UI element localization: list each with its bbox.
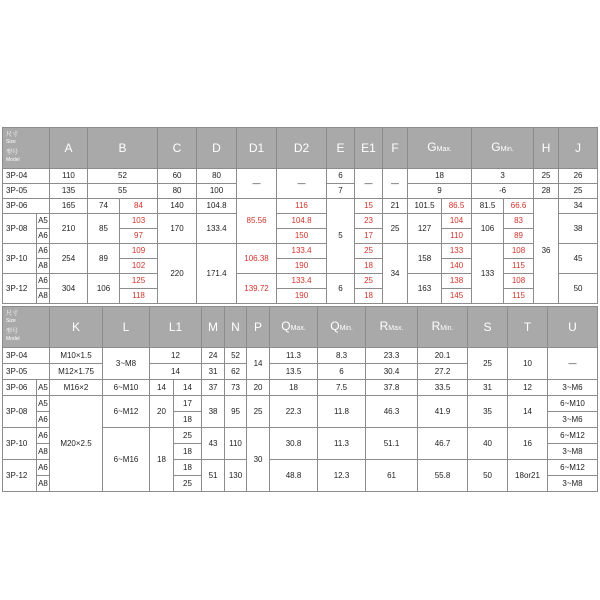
cell-b2: 109 [120, 244, 158, 259]
cell-f-dash: — [383, 169, 408, 199]
cell-p: 20 [247, 380, 270, 396]
model-cell: 3P-10 [3, 244, 37, 274]
cell-g-max-b: 104 [442, 214, 472, 229]
size-model-corner-header [3, 307, 50, 348]
cell-n: 95 [225, 396, 247, 428]
col-header-s: S [468, 307, 508, 348]
cell-r-min: 33.5 [418, 380, 468, 396]
table-row [3, 199, 598, 214]
table-row [3, 348, 598, 364]
cell-l1: 12 [150, 348, 202, 364]
cell-f: 21 [383, 199, 408, 214]
cell-u: 6~M12 [548, 428, 598, 444]
col-header-q-max: QMax. [270, 307, 318, 348]
cell-q-max: 18 [270, 380, 318, 396]
cell-j: 50 [559, 274, 598, 304]
cell-g-min-b: 115 [504, 259, 534, 274]
cell-d2: 133.4 [277, 244, 327, 259]
cell-s: 25 [468, 348, 508, 380]
variant-tag: A8 [37, 289, 50, 304]
cell-d2: 150 [277, 229, 327, 244]
model-cell: 3P-06 [3, 380, 37, 396]
model-cell: 3P-06 [3, 199, 50, 214]
cell-l1-a: 14 [150, 380, 174, 396]
cell-r-max: 23.3 [366, 348, 418, 364]
cell-e: 6 [327, 274, 355, 304]
cell-l1-b: 25 [174, 476, 202, 492]
cell-e1: 23 [355, 214, 383, 229]
col-header-q-min: QMin. [318, 307, 366, 348]
cell-q-max: 13.5 [270, 364, 318, 380]
cell-a: 304 [50, 274, 88, 304]
cell-g-min-b: 83 [504, 214, 534, 229]
table-row [3, 169, 598, 184]
cell-m: 43 [202, 428, 225, 460]
col-header-d: D [197, 128, 237, 169]
table-row [3, 214, 598, 229]
cell-g-min-b: 108 [504, 274, 534, 289]
col-header-g-max: GMax. [408, 128, 472, 169]
cell-q-min: 6 [318, 364, 366, 380]
cell-d2: 133.4 [277, 274, 327, 289]
col-header-t: T [508, 307, 548, 348]
cell-l1-b: 14 [174, 380, 202, 396]
cell-j: 26 [559, 169, 598, 184]
cell-q-max: 22.3 [270, 396, 318, 428]
model-cell: 3P-12 [3, 274, 37, 304]
cell-b2: 102 [120, 259, 158, 274]
cell-r-max: 46.3 [366, 396, 418, 428]
cell-d2: 190 [277, 289, 327, 304]
cell-f: 25 [383, 214, 408, 244]
col-header-r-min: RMin. [418, 307, 468, 348]
cell-d: 104.8 [197, 199, 237, 214]
cell-l1: 14 [150, 364, 202, 380]
cell-e1-dash: — [355, 169, 383, 199]
cell-l1-b: 18 [174, 412, 202, 428]
cell-q-min: 11.8 [318, 396, 366, 428]
cell-e: 7 [327, 184, 355, 199]
cell-c: 80 [158, 184, 197, 199]
cell-h: 36 [534, 199, 559, 304]
cell-g-max-a: 163 [408, 274, 442, 304]
cell-m: 24 [202, 348, 225, 364]
col-header-e1: E1 [355, 128, 383, 169]
cell-u: 3~M6 [548, 380, 598, 396]
variant-tag: A8 [37, 259, 50, 274]
cell-u: 6~M10 [548, 396, 598, 412]
col-header-n: N [225, 307, 247, 348]
cell-u: 6~M12 [548, 460, 598, 476]
cell-g-min-a: 81.5 [472, 199, 504, 214]
cell-b: 55 [88, 184, 158, 199]
variant-tag: A6 [37, 460, 50, 476]
cell-b1: 89 [88, 244, 120, 274]
cell-a: 110 [50, 169, 88, 184]
col-header-l: L [103, 307, 150, 348]
size-label-en: Size [6, 318, 16, 324]
cell-p: 30 [247, 428, 270, 492]
cell-d2: 116 [277, 199, 327, 214]
cell-b2: 84 [120, 199, 158, 214]
variant-tag: A5 [37, 214, 50, 229]
variant-tag: A5 [37, 396, 50, 412]
model-cell: 3P-12 [3, 460, 37, 492]
cell-n: 110 [225, 428, 247, 460]
cell-g-min: -6 [472, 184, 534, 199]
cell-q-max: 30.8 [270, 428, 318, 460]
cell-p: 25 [247, 396, 270, 428]
cell-d1: 106.38 [237, 244, 277, 274]
table-row [3, 274, 598, 289]
cell-d: 80 [197, 169, 237, 184]
col-header-h: H [534, 128, 559, 169]
variant-tag: A6 [37, 244, 50, 259]
cell-q-max: 11.3 [270, 348, 318, 364]
cell-c: 220 [158, 244, 197, 304]
cell-r-min: 27.2 [418, 364, 468, 380]
dimension-table-lower [2, 306, 598, 492]
cell-l1-a: 18 [150, 428, 174, 492]
cell-p: 14 [247, 348, 270, 380]
variant-tag: A8 [37, 444, 50, 460]
cell-g-max-b: 138 [442, 274, 472, 289]
cell-d1-dash: — [237, 169, 277, 199]
cell-b2: 97 [120, 229, 158, 244]
cell-d2: 104.8 [277, 214, 327, 229]
cell-c: 60 [158, 169, 197, 184]
cell-g-max-b: 140 [442, 259, 472, 274]
cell-h: 25 [534, 169, 559, 184]
cell-b1: 106 [88, 274, 120, 304]
table-header-row [3, 128, 598, 169]
cell-e1: 17 [355, 229, 383, 244]
cell-g-min-b: 108 [504, 244, 534, 259]
cell-s: 50 [468, 460, 508, 492]
cell-t: 12 [508, 380, 548, 396]
cell-g-max-b: 110 [442, 229, 472, 244]
col-header-e: E [327, 128, 355, 169]
cell-g-min-b: 115 [504, 289, 534, 304]
cell-u-dash: — [548, 348, 598, 380]
cell-l1-b: 25 [174, 428, 202, 444]
cell-r-min: 41.9 [418, 396, 468, 428]
cell-g-min-a: 106 [472, 214, 504, 244]
cell-k: M16×2 [50, 380, 103, 396]
cell-d: 171.4 [197, 244, 237, 304]
cell-m: 31 [202, 364, 225, 380]
cell-u: 3~M8 [548, 444, 598, 460]
col-header-g-min: GMin. [472, 128, 534, 169]
cell-n: 130 [225, 460, 247, 492]
cell-q-min: 12.3 [318, 460, 366, 492]
cell-d1: 139.72 [237, 274, 277, 304]
cell-r-max: 30.4 [366, 364, 418, 380]
cell-r-min: 46.7 [418, 428, 468, 460]
cell-r-max: 51.1 [366, 428, 418, 460]
variant-tag: A6 [37, 229, 50, 244]
col-header-j: J [559, 128, 598, 169]
cell-l1-a: 20 [150, 396, 174, 428]
model-cell: 3P-05 [3, 184, 50, 199]
size-model-corner-header [3, 128, 50, 169]
cell-g-min-b: 89 [504, 229, 534, 244]
cell-q-min: 8.3 [318, 348, 366, 364]
cell-g-max-a: 101.5 [408, 199, 442, 214]
cell-j: 34 [559, 199, 598, 214]
cell-l1-b: 18 [174, 460, 202, 476]
col-header-a: A [50, 128, 88, 169]
model-cell: 3P-08 [3, 396, 37, 428]
col-header-r-max: RMax. [366, 307, 418, 348]
cell-e1: 25 [355, 274, 383, 289]
cell-b2: 103 [120, 214, 158, 229]
cell-e1: 15 [355, 199, 383, 214]
col-header-k: K [50, 307, 103, 348]
cell-t: 16 [508, 428, 548, 460]
model-label-en: Model [6, 157, 20, 163]
cell-u: 3~M6 [548, 412, 598, 428]
cell-l1-b: 18 [174, 444, 202, 460]
cell-b: 52 [88, 169, 158, 184]
cell-n: 73 [225, 380, 247, 396]
col-header-l1: L1 [150, 307, 202, 348]
cell-t: 10 [508, 348, 548, 380]
col-header-p: P [247, 307, 270, 348]
table-header-row [3, 307, 598, 348]
cell-l: 6~M10 [103, 380, 150, 396]
col-header-u: U [548, 307, 598, 348]
col-header-d1: D1 [237, 128, 277, 169]
cell-m: 38 [202, 396, 225, 428]
cell-u: 3~M8 [548, 476, 598, 492]
cell-g-min: 3 [472, 169, 534, 184]
cell-a: 135 [50, 184, 88, 199]
size-label-cn: 尺寸 [6, 311, 19, 317]
table-row [3, 244, 598, 259]
cell-g-max-a: 158 [408, 244, 442, 274]
cell-m: 37 [202, 380, 225, 396]
cell-j: 25 [559, 184, 598, 199]
col-header-b: B [88, 128, 158, 169]
cell-a: 210 [50, 214, 88, 244]
cell-g-max: 9 [408, 184, 472, 199]
cell-d: 100 [197, 184, 237, 199]
cell-b2: 118 [120, 289, 158, 304]
model-cell: 3P-05 [3, 364, 50, 380]
cell-e: 5 [327, 199, 355, 274]
table-row [3, 396, 598, 412]
cell-s: 31 [468, 380, 508, 396]
cell-e1: 18 [355, 259, 383, 274]
cell-q-min: 7.5 [318, 380, 366, 396]
variant-tag: A6 [37, 428, 50, 444]
cell-n: 62 [225, 364, 247, 380]
cell-r-max: 37.8 [366, 380, 418, 396]
cell-c: 170 [158, 214, 197, 244]
cell-b1: 85 [88, 214, 120, 244]
cell-d1: 85.56 [237, 199, 277, 244]
model-label-en: Model [6, 336, 20, 342]
table-row [3, 380, 598, 396]
col-header-f: F [383, 128, 408, 169]
cell-f: 34 [383, 244, 408, 304]
cell-g-min-a: 133 [472, 244, 504, 304]
model-cell: 3P-08 [3, 214, 37, 244]
cell-r-min: 55.8 [418, 460, 468, 492]
variant-tag: A6 [37, 412, 50, 428]
model-cell: 3P-10 [3, 428, 37, 460]
model-cell: 3P-04 [3, 169, 50, 184]
cell-l: 6~M16 [103, 428, 150, 492]
cell-s: 40 [468, 428, 508, 460]
cell-g-max: 18 [408, 169, 472, 184]
col-header-d2: D2 [277, 128, 327, 169]
dimension-table-upper [2, 127, 598, 304]
col-header-c: C [158, 128, 197, 169]
model-label-cn: 型号 [6, 329, 19, 335]
size-label-en: Size [6, 139, 16, 145]
cell-g-min-b: 66.6 [504, 199, 534, 214]
model-label-cn: 型号 [6, 150, 19, 156]
cell-e1: 25 [355, 244, 383, 259]
variant-tag: A6 [37, 274, 50, 289]
cell-d2-dash: — [277, 169, 327, 199]
cell-m: 51 [202, 460, 225, 492]
cell-b1: 74 [88, 199, 120, 214]
cell-k: M12×1.75 [50, 364, 103, 380]
cell-k: M20×2.5 [50, 396, 103, 492]
cell-a: 165 [50, 199, 88, 214]
col-header-m: M [202, 307, 225, 348]
cell-r-max: 61 [366, 460, 418, 492]
cell-d: 133.4 [197, 214, 237, 244]
cell-g-max-b: 133 [442, 244, 472, 259]
cell-b2: 125 [120, 274, 158, 289]
variant-tag: A8 [37, 476, 50, 492]
cell-a: 254 [50, 244, 88, 274]
cell-e1: 18 [355, 289, 383, 304]
cell-g-max-a: 127 [408, 214, 442, 244]
cell-k: M10×1.5 [50, 348, 103, 364]
cell-c: 140 [158, 199, 197, 214]
variant-tag: A5 [37, 380, 50, 396]
model-cell: 3P-04 [3, 348, 50, 364]
cell-q-max: 48.8 [270, 460, 318, 492]
cell-q-min: 11.3 [318, 428, 366, 460]
cell-g-max-b: 86.5 [442, 199, 472, 214]
cell-r-min: 20.1 [418, 348, 468, 364]
cell-l: 6~M12 [103, 396, 150, 428]
cell-g-max-b: 145 [442, 289, 472, 304]
size-label-cn: 尺寸 [6, 132, 19, 138]
cell-n: 52 [225, 348, 247, 364]
cell-j: 45 [559, 244, 598, 274]
cell-t: 18or21 [508, 460, 548, 492]
cell-h: 28 [534, 184, 559, 199]
cell-j: 38 [559, 214, 598, 244]
cell-l: 3~M8 [103, 348, 150, 380]
cell-l1-b: 17 [174, 396, 202, 412]
cell-t: 14 [508, 396, 548, 428]
cell-e: 6 [327, 169, 355, 184]
cell-s: 35 [468, 396, 508, 428]
cell-d2: 190 [277, 259, 327, 274]
